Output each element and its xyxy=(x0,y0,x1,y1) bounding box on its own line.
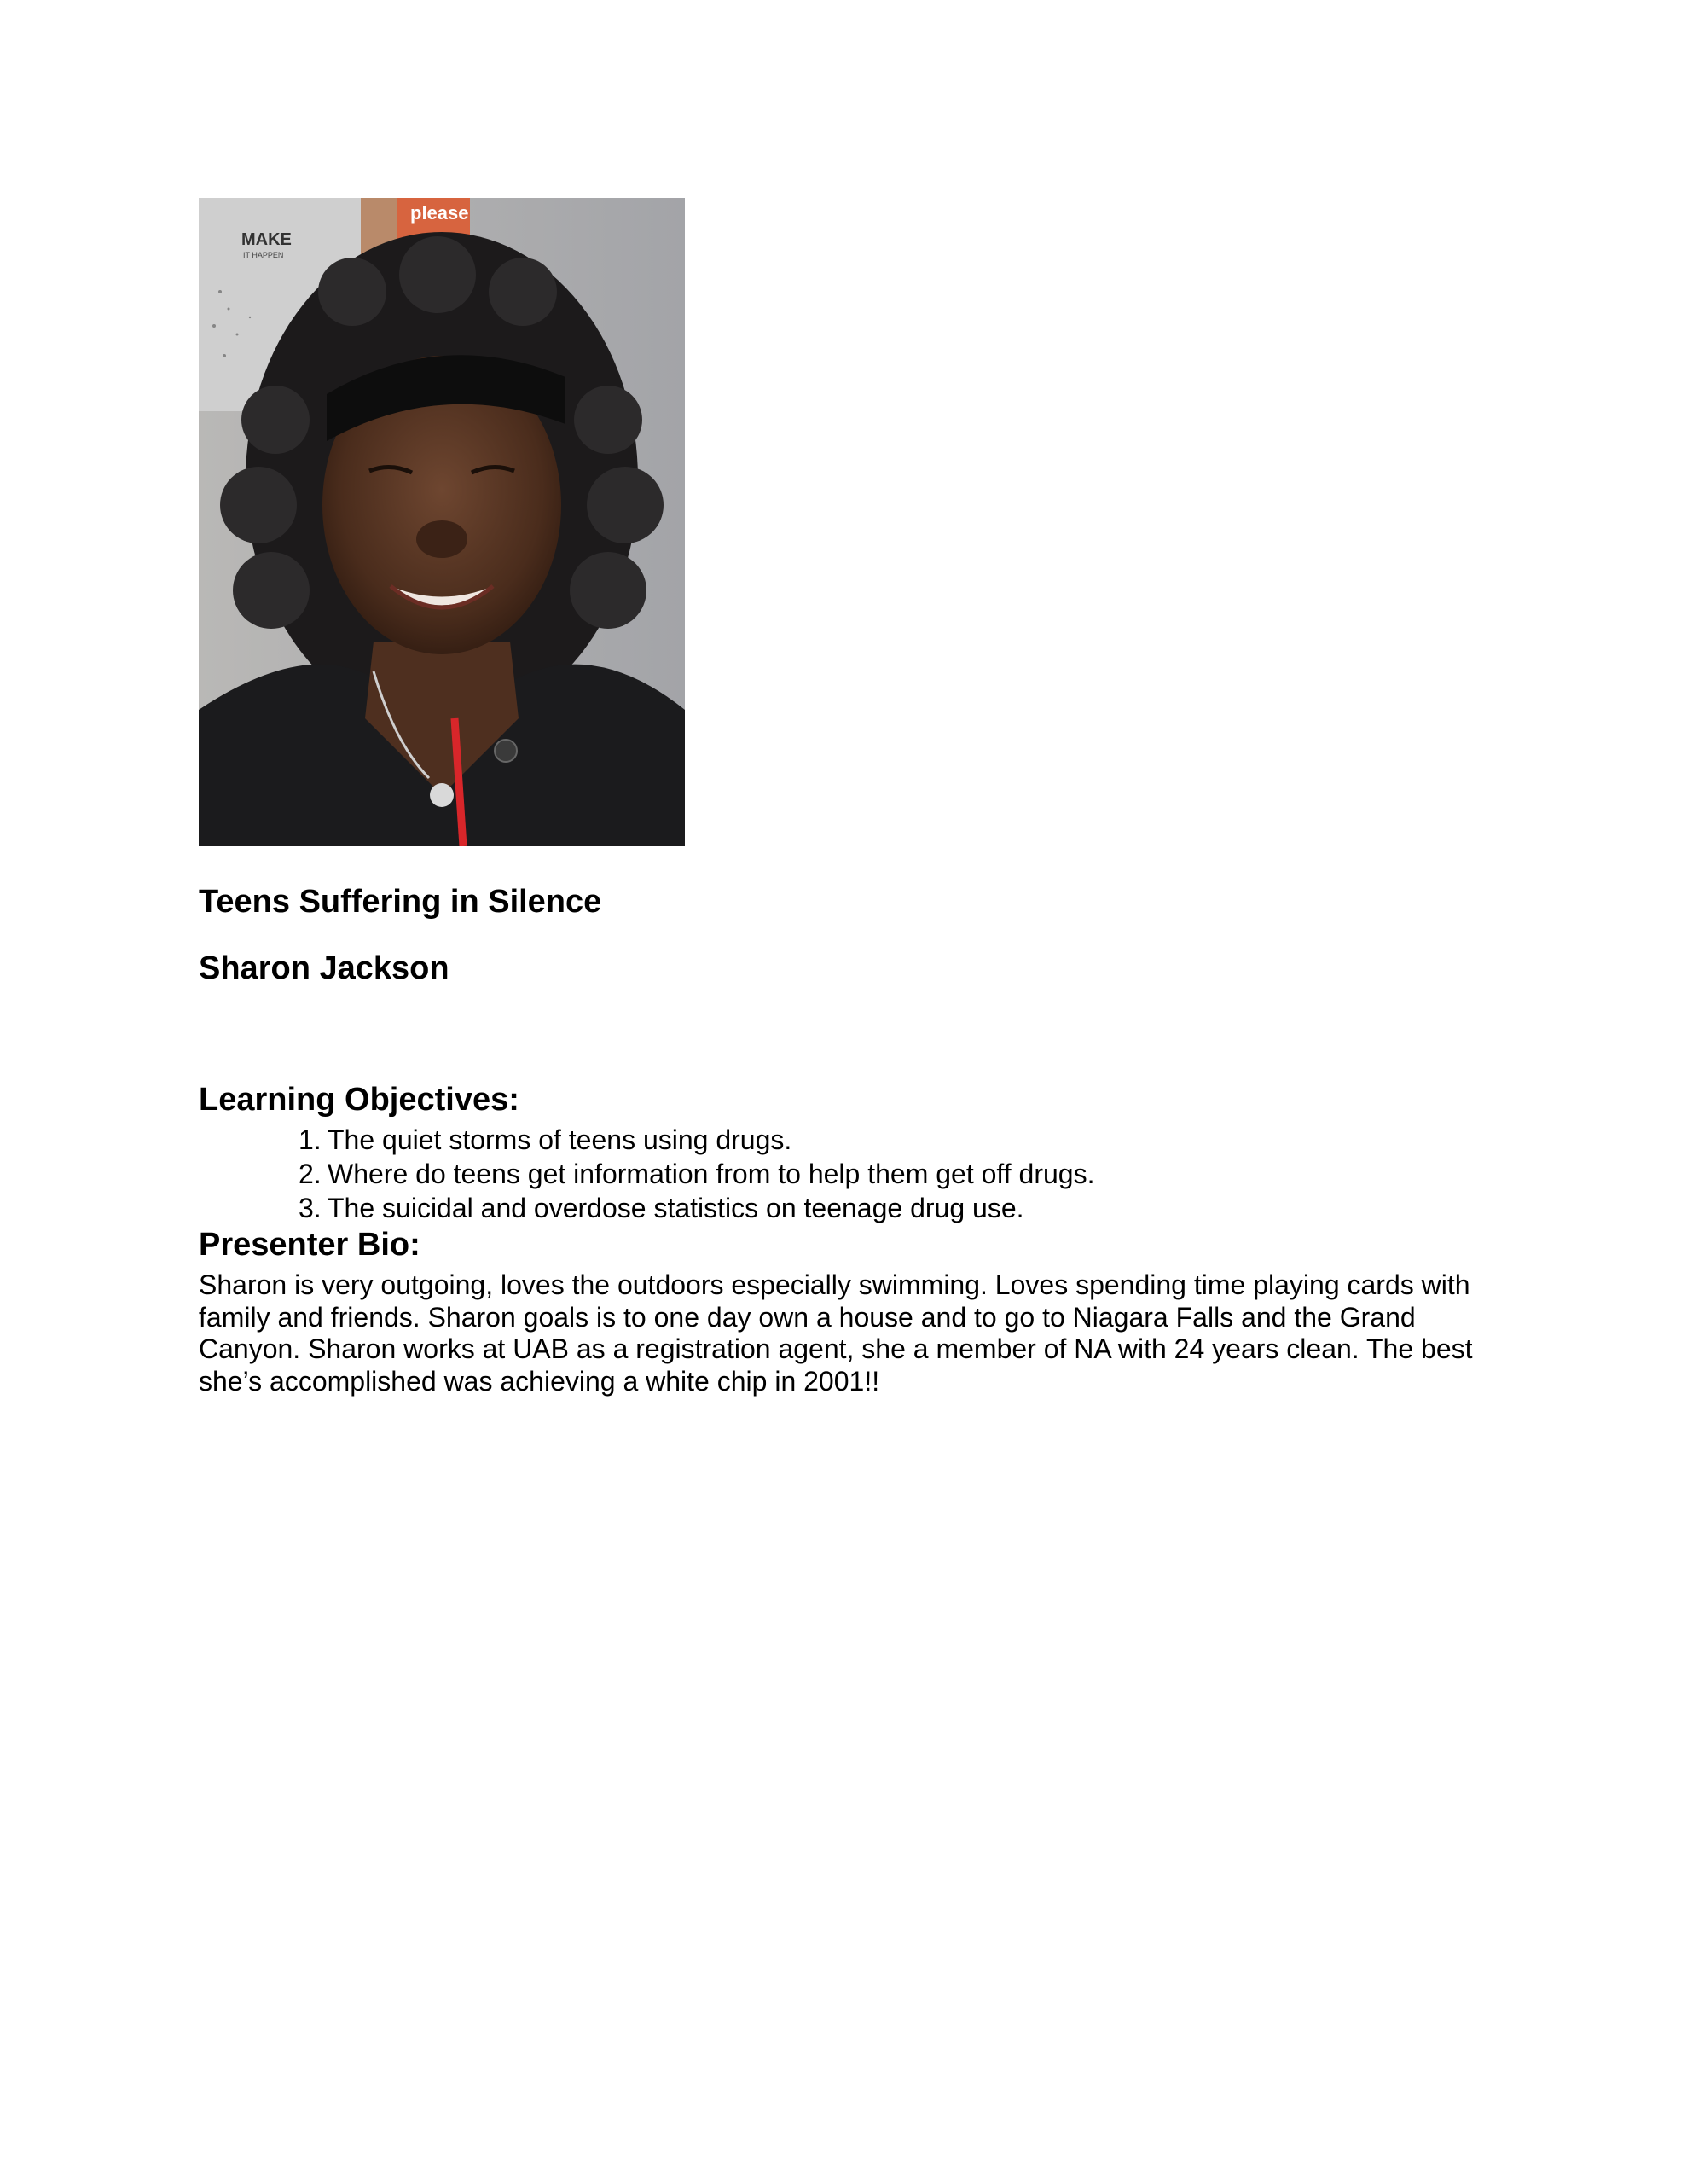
poster-please-text: please xyxy=(410,202,469,224)
presenter-photo-image xyxy=(199,198,685,846)
objective-text: Where do teens get information from to help them get off drugs. xyxy=(328,1159,1095,1189)
objective-text: The quiet storms of teens using drugs. xyxy=(328,1124,792,1155)
objective-text: The suicidal and overdose statistics on teenage drug use. xyxy=(328,1193,1024,1223)
objective-item xyxy=(299,1123,1094,1157)
objective-item xyxy=(299,1157,1094,1191)
presenter-bio-text: Sharon is very outgoing, loves the outdoors especially swimming. Loves spending time playing cards with family and friends. Sharon goals is to one day own a house and to go to Niagara Falls and the Grand Canyon. Sharon works at UAB as a registration agent, she a member of NA with 24 years clean. The best she’s accomplished was achieving a white chip in 2001!! xyxy=(199,1269,1473,1397)
learning-objectives-list xyxy=(299,1123,1094,1225)
talk-title: Teens Suffering in Silence xyxy=(199,884,602,920)
poster-make-subtext: IT HAPPEN xyxy=(243,251,284,259)
presenter-bio-heading: Presenter Bio: xyxy=(199,1227,420,1263)
objective-number: 2. xyxy=(299,1159,322,1189)
presenter-name: Sharon Jackson xyxy=(199,950,449,986)
learning-objectives-heading: Learning Objectives: xyxy=(199,1082,519,1118)
presenter-photo xyxy=(199,198,685,846)
objective-item xyxy=(299,1191,1094,1225)
objective-number: 3. xyxy=(299,1193,322,1223)
objective-number: 1. xyxy=(299,1124,322,1155)
poster-make-text: MAKE xyxy=(241,230,292,249)
